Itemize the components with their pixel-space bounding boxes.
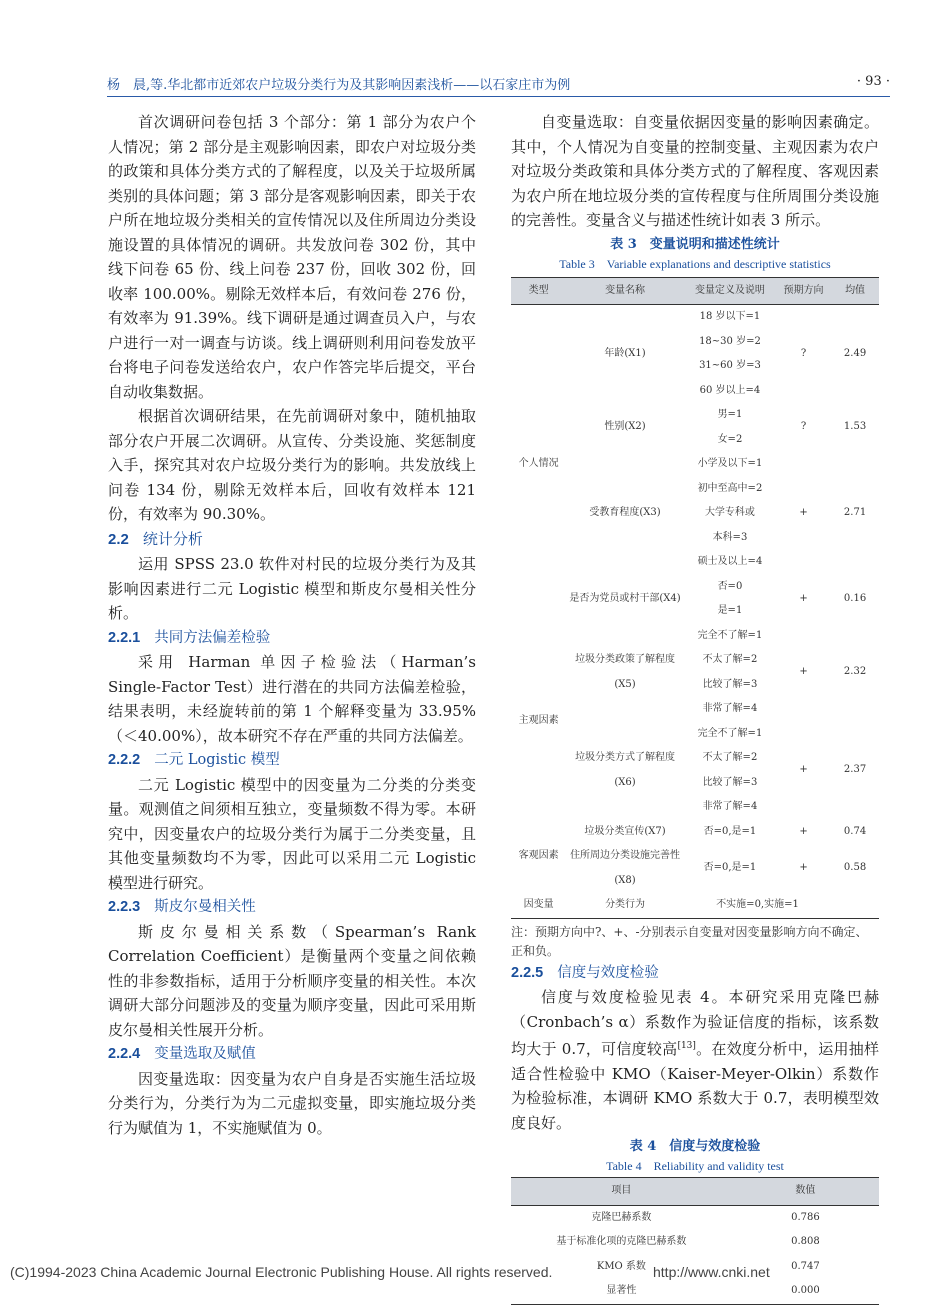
value-cell: 0.000	[732, 1279, 879, 1304]
section-title: 共同方法偏差检验	[154, 629, 271, 646]
paragraph: 二元 Logistic 模型中的因变量为二分类的分类变量。观测值之间须相互独立，变量频数不得为零。本研究中，因变量农户的垃圾分类行为属于二分类变量，且其他变量频数均不为零，因此可以采用二元 Logistic 模型进行研究。	[108, 775, 476, 892]
definition-cell: 不太了解=2	[702, 752, 758, 763]
left-column	[108, 110, 476, 1140]
definition-cell: 非常了解=4	[702, 703, 758, 714]
paragraph-text: 。在效度分析中，运用抽样适合性检验中 KMO（Kaiser-Meyer-Olkin）系数作为检验标准，本调研 KMO 系数大于 0.7，表明模型效度良好。	[511, 1040, 879, 1132]
paragraph: 运用 SPSS 23.0 软件对村民的垃圾分类行为及其影响因素进行二元 Logistic 模型和斯皮尔曼相关性分析。	[108, 555, 476, 622]
table3-note: 注：预期方向中?、+、-分别表示自变量对因变量影响方向不确定、正和负。	[511, 924, 868, 958]
direction-cell: ?	[800, 347, 807, 359]
running-header	[107, 74, 890, 94]
definition-cell: 本科=3	[712, 531, 748, 543]
section-title: 信度与效度检验	[557, 964, 659, 981]
definition-cell: 是=1	[717, 605, 743, 616]
table-header-row	[511, 1178, 879, 1206]
section-heading-2-2-1	[108, 626, 476, 651]
citation-ref[interactable]: [13]	[677, 1041, 696, 1051]
definition-cell: 否=0,是=1	[703, 862, 757, 874]
definition-cell: 女=2	[717, 433, 743, 445]
variable-name-cell: 住所周边分类设施完善性(X8)	[570, 850, 681, 886]
paragraph: 采用 Harman 单因子检验法（Harman’s Single-Factor Test）进行潜在的共同方法偏差检验，结果表明，未经旋转前的第 1 个解释变量为 33.95%（＜40.00%），故本研究不存在严重的共同方法偏差。	[108, 653, 476, 745]
table-header-row	[511, 277, 879, 305]
paragraph: 根据首次调研结果，在先前调研对象中，随机抽取部分农户开展二次调研。从宣传、分类设施、奖惩制度入手，探究其对农户垃圾分类行为的影响。共发放线上问卷 134 份，剔除无效样本后，回收有效样本 121 份，有效率为 90.30%。	[108, 407, 476, 523]
variable-name-cell: 垃圾分类政策了解程度(X5)	[575, 654, 676, 690]
paragraph: 首次调研问卷包括 3 个部分：第 1 部分为农户个人情况；第 2 部分是主观影响因素，即农户对垃圾分类的政策和具体分类方式的了解程度，以及关于垃圾所属类别的具体问题；第 3 部分是客观影响因素，即关于农户所在地垃圾分类相关的宣传情况以及住所周边分类设施设置的具体情况的调研。共发放问卷 302 份，其中线下问卷 65 份、线上问卷 237 份，回收 302 份，回收率 100.00%。剔除无效样本后，有效问卷 276 份，有效率为 91.39%。线下调研是通过调查员入户，与农户进行一对一调查与访谈。线上调研则利用问卷发放平台将电子问卷发送给农户，农户作答完毕后提交，平台自动收集数据。	[108, 113, 476, 401]
item-cell: 显著性	[511, 1279, 732, 1304]
paragraph-text: 信度与效度检验见表 4。本研究采用克隆巴赫（Cronbach’s α）系数作为验证信度的指标，该系数均大于 0.7，可信度较高	[511, 988, 879, 1058]
table-row	[511, 844, 879, 893]
definition-cell: 比较了解=3	[702, 776, 758, 788]
definition-cell: 否=0	[717, 580, 743, 592]
section-number: 2.2.3	[108, 899, 141, 915]
table-row	[511, 305, 879, 330]
mean-cell: 0.74	[843, 825, 867, 837]
table4-caption-en: Table 4 Reliability and validity test	[606, 1159, 784, 1173]
mean-cell	[831, 893, 879, 918]
definition-cell: 18 岁以下=1	[699, 311, 761, 322]
right-column	[511, 110, 879, 1305]
paragraph	[511, 985, 879, 1135]
section-heading-2-2-3	[108, 895, 476, 920]
variable-name-cell: 是否为党员或村干部(X4)	[569, 592, 681, 604]
section-heading-2-2-2	[108, 748, 476, 773]
column-header: 变量定义及说明	[684, 277, 776, 305]
table3-caption-cn: 表 3 变量说明和描述性统计	[610, 236, 780, 252]
table3	[511, 277, 879, 919]
paragraph: 自变量选取：自变量依据因变量的影响因素确定。其中，个人情况为自变量的控制变量、主观因素为农户对垃圾分类政策和具体分类方式的了解程度、客观因素为农户所在地垃圾分类的宣传程度与住所周围分类设施的完善性。变量含义与描述性统计如表 3 所示。	[511, 113, 879, 229]
definition-cell: 初中至高中=2	[697, 482, 763, 494]
section-number: 2.2.5	[511, 964, 544, 981]
definition-cell: 完全不了解=1	[697, 629, 763, 641]
table-row	[511, 893, 879, 918]
mean-cell: 0.58	[843, 862, 867, 874]
variable-name-cell: 受教育程度(X3)	[589, 507, 661, 518]
section-heading-2-2	[108, 527, 476, 553]
definition-cell: 小学及以下=1	[697, 458, 763, 469]
column-header: 预期方向	[776, 277, 831, 305]
definition-cell: 硕士及以上=4	[697, 556, 763, 567]
table-row	[511, 403, 879, 428]
section-title: 斯皮尔曼相关性	[154, 899, 256, 915]
direction-cell: +	[799, 862, 808, 874]
mean-cell: 2.37	[843, 764, 867, 776]
definition-cell: 60 岁以上=4	[699, 384, 761, 396]
definition-cell: 非常了解=4	[702, 801, 758, 812]
copyright-text: (C)1994-2023 China Academic Journal Electronic Publishing House. All rights reserved.	[10, 1264, 553, 1280]
definition-cell: 31~60 岁=3	[699, 360, 761, 371]
paragraph: 因变量选取：因变量为农户自身是否实施生活垃圾分类行为，分类行为为二元虚拟变量，即实施垃圾分类行为赋值为 1，不实施赋值为 0。	[108, 1069, 476, 1137]
mean-cell: 2.71	[843, 507, 867, 518]
table-row	[511, 452, 879, 477]
definition-cell: 完全不了解=1	[697, 727, 763, 739]
definition-cell: 大学专科或	[704, 507, 755, 518]
section-heading-2-2-5	[511, 961, 879, 986]
mean-cell: 2.32	[843, 666, 867, 678]
footer-url[interactable]: http://www.cnki.net	[653, 1264, 770, 1280]
running-header-title: 杨 晨,等.华北都市近郊农户垃圾分类行为及其影响因素浅析——以石家庄市为例	[107, 78, 571, 93]
table-row	[511, 1279, 879, 1304]
direction-cell: +	[799, 666, 808, 678]
column-header: 类型	[511, 277, 566, 305]
value-cell: 0.747	[791, 1260, 820, 1272]
section-number: 2.2.4	[108, 1046, 141, 1062]
variable-name-cell: 年龄(X1)	[604, 347, 646, 359]
section-number: 2.2.2	[108, 752, 141, 768]
item-cell: 克隆巴赫系数	[591, 1211, 652, 1223]
section-number: 2.2.1	[108, 629, 141, 646]
table-row	[511, 1205, 879, 1230]
variable-name-cell: 分类行为	[566, 893, 684, 918]
paragraph: 斯皮尔曼相关系数（Spearman’s Rank Correlation Coefficient）是衡量两个变量之间依赖性的非参数指标，适用于分析顺序变量的相关性。本次调研大部分问题涉及的变量为顺序变量，因此可采用斯皮尔曼相关性展开分析。	[108, 922, 476, 1039]
page-number: · 93 ·	[856, 74, 890, 89]
section-number: 2.2	[108, 530, 129, 548]
variable-name-cell: 性别(X2)	[604, 421, 646, 433]
section-title: 二元 Logistic 模型	[154, 752, 280, 768]
definition-cell: 不实施=0,实施=1	[684, 893, 831, 918]
table3-caption-en: Table 3 Variable explanations and descriptive statistics	[559, 256, 831, 271]
column-header: 项目	[511, 1178, 732, 1206]
table-row	[511, 820, 879, 845]
table4-caption-cn: 表 4 信度与效度检验	[629, 1139, 761, 1154]
category-cell: 个人情况	[518, 458, 559, 469]
definition-cell: 不太了解=2	[702, 654, 758, 665]
mean-cell: 2.49	[843, 347, 867, 359]
table-row	[511, 624, 879, 649]
table-row	[511, 1230, 879, 1255]
header-rule	[107, 96, 890, 97]
direction-cell: +	[799, 764, 808, 776]
variable-name-cell: 垃圾分类宣传(X7)	[584, 825, 666, 837]
table-row	[511, 722, 879, 747]
definition-cell: 男=1	[717, 409, 743, 420]
section-title: 统计分析	[142, 529, 203, 548]
column-header: 数值	[732, 1178, 879, 1206]
direction-cell: ?	[800, 421, 807, 433]
value-cell: 0.786	[791, 1211, 820, 1223]
mean-cell: 0.16	[843, 592, 867, 604]
category-cell: 主观因素	[518, 715, 559, 727]
category-cell: 客观因素	[518, 850, 559, 861]
direction-cell: +	[799, 825, 808, 837]
value-cell: 0.808	[791, 1236, 820, 1247]
definition-cell: 18~30 岁=2	[699, 335, 761, 347]
item-cell: KMO 系数	[596, 1260, 646, 1272]
direction-cell: +	[799, 592, 808, 604]
section-title: 变量选取及赋值	[154, 1046, 256, 1062]
table4	[511, 1177, 879, 1305]
mean-cell: 1.53	[843, 421, 867, 433]
variable-name-cell: 垃圾分类方式了解程度(X6)	[575, 752, 676, 788]
item-cell: 基于标准化项的克隆巴赫系数	[556, 1236, 687, 1247]
definition-cell: 比较了解=3	[702, 678, 758, 690]
column-header: 变量名称	[566, 277, 684, 305]
section-heading-2-2-4	[108, 1042, 476, 1067]
definition-cell: 否=0,是=1	[703, 825, 757, 837]
table-row	[511, 575, 879, 600]
category-cell: 因变量	[511, 893, 566, 918]
direction-cell: +	[799, 507, 808, 518]
column-header: 均值	[831, 277, 879, 305]
